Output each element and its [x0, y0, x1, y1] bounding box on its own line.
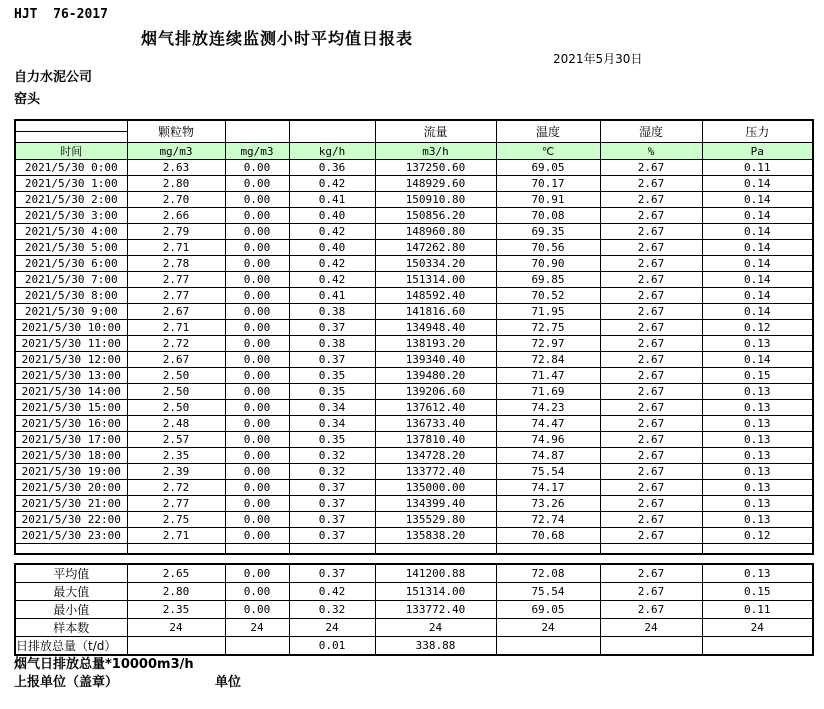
- value-cell: 0.13: [702, 512, 813, 528]
- value-cell: 0.00: [225, 160, 289, 176]
- summary-row: [15, 564, 813, 583]
- summary-value-cell: [225, 637, 289, 656]
- value-cell: 0.00: [225, 208, 289, 224]
- time-cell: 2021/5/30 8:00: [15, 288, 127, 304]
- time-cell: 2021/5/30 9:00: [15, 304, 127, 320]
- unit-cell: mg/m3: [225, 143, 289, 160]
- summary-value-cell: 0.00: [225, 583, 289, 601]
- summary-rows: [15, 564, 813, 655]
- summary-value-cell: 0.01: [289, 637, 375, 656]
- value-cell: 72.75: [496, 320, 600, 336]
- value-cell: 0.00: [225, 480, 289, 496]
- value-cell: 2.50: [127, 384, 225, 400]
- value-cell: 2.80: [127, 176, 225, 192]
- header-temperature: 温度: [496, 120, 600, 143]
- value-cell: 137810.40: [375, 432, 496, 448]
- unit-header-row: [15, 143, 813, 160]
- value-cell: 2.72: [127, 480, 225, 496]
- value-cell: 2.67: [127, 352, 225, 368]
- hour-row: [15, 320, 813, 336]
- value-cell: 0.00: [225, 240, 289, 256]
- value-cell: 133772.40: [375, 464, 496, 480]
- value-cell: 137612.40: [375, 400, 496, 416]
- company-name: 自力水泥公司: [14, 70, 93, 85]
- value-cell: 0.14: [702, 256, 813, 272]
- hour-row: [15, 256, 813, 272]
- summary-value-cell: 2.67: [600, 583, 702, 601]
- value-cell: 134728.20: [375, 448, 496, 464]
- time-cell: 2021/5/30 10:00: [15, 320, 127, 336]
- time-cell: 2021/5/30 7:00: [15, 272, 127, 288]
- value-cell: 2.72: [127, 336, 225, 352]
- value-cell: 0.00: [225, 256, 289, 272]
- value-cell: 2.67: [600, 368, 702, 384]
- value-cell: 0.37: [289, 320, 375, 336]
- value-cell: 2.67: [600, 480, 702, 496]
- value-cell: 0.13: [702, 336, 813, 352]
- value-cell: 2.66: [127, 208, 225, 224]
- value-cell: 0.00: [225, 512, 289, 528]
- value-cell: 0.42: [289, 224, 375, 240]
- value-cell: 2.57: [127, 432, 225, 448]
- value-cell: 135838.20: [375, 528, 496, 544]
- report-date: 2021年5月30日: [553, 52, 643, 66]
- value-cell: 0.42: [289, 272, 375, 288]
- value-cell: 2.67: [600, 160, 702, 176]
- value-cell: 0.11: [702, 160, 813, 176]
- value-cell: 72.74: [496, 512, 600, 528]
- summary-value-cell: 0.11: [702, 601, 813, 619]
- value-cell: 0.00: [225, 320, 289, 336]
- value-cell: 0.35: [289, 368, 375, 384]
- value-cell: 0.13: [702, 448, 813, 464]
- value-cell: 2.67: [600, 352, 702, 368]
- value-cell: 0.42: [289, 176, 375, 192]
- value-cell: 0.12: [702, 320, 813, 336]
- value-cell: 72.84: [496, 352, 600, 368]
- summary-row: [15, 583, 813, 601]
- header-humidity: 湿度: [600, 120, 702, 143]
- value-cell: 0.13: [702, 384, 813, 400]
- value-cell: 70.91: [496, 192, 600, 208]
- value-cell: 75.54: [496, 464, 600, 480]
- time-cell: 2021/5/30 16:00: [15, 416, 127, 432]
- summary-value-cell: 69.05: [496, 601, 600, 619]
- station-name: 窑头: [14, 92, 41, 107]
- value-cell: 0.14: [702, 304, 813, 320]
- hour-row: [15, 224, 813, 240]
- summary-value-cell: 0.00: [225, 564, 289, 583]
- value-cell: 0.13: [702, 464, 813, 480]
- value-cell: 0.13: [702, 400, 813, 416]
- value-cell: 0.34: [289, 416, 375, 432]
- value-cell: 2.71: [127, 528, 225, 544]
- value-cell: 69.35: [496, 224, 600, 240]
- summary-row: [15, 619, 813, 637]
- value-cell: 0.14: [702, 208, 813, 224]
- value-cell: 0.37: [289, 480, 375, 496]
- value-cell: 138193.20: [375, 336, 496, 352]
- value-cell: 0.34: [289, 400, 375, 416]
- value-cell: 2.35: [127, 448, 225, 464]
- summary-value-cell: 2.67: [600, 601, 702, 619]
- summary-value-cell: [496, 637, 600, 656]
- value-cell: 70.56: [496, 240, 600, 256]
- summary-value-cell: 0.00: [225, 601, 289, 619]
- time-cell: 2021/5/30 4:00: [15, 224, 127, 240]
- value-cell: 0.00: [225, 432, 289, 448]
- value-cell: 137250.60: [375, 160, 496, 176]
- value-cell: 150334.20: [375, 256, 496, 272]
- value-cell: 2.67: [600, 336, 702, 352]
- hour-row: [15, 480, 813, 496]
- summary-label: 最小值: [15, 601, 127, 619]
- value-cell: 0.00: [225, 192, 289, 208]
- value-cell: 2.67: [600, 400, 702, 416]
- value-cell: 135000.00: [375, 480, 496, 496]
- summary-value-cell: 141200.88: [375, 564, 496, 583]
- value-cell: 2.67: [600, 496, 702, 512]
- value-cell: 2.67: [600, 176, 702, 192]
- summary-value-cell: 24: [289, 619, 375, 637]
- summary-label: 样本数: [15, 619, 127, 637]
- value-cell: 135529.80: [375, 512, 496, 528]
- value-cell: 71.47: [496, 368, 600, 384]
- value-cell: 0.37: [289, 528, 375, 544]
- value-cell: 0.42: [289, 256, 375, 272]
- summary-value-cell: 0.37: [289, 564, 375, 583]
- value-cell: 2.67: [600, 192, 702, 208]
- hour-row: [15, 528, 813, 544]
- summary-value-cell: 24: [496, 619, 600, 637]
- time-cell: 2021/5/30 13:00: [15, 368, 127, 384]
- hour-row: [15, 240, 813, 256]
- value-cell: 0.00: [225, 352, 289, 368]
- value-cell: 2.67: [600, 384, 702, 400]
- value-cell: 151314.00: [375, 272, 496, 288]
- page-title: 烟气排放连续监测小时平均值日报表: [141, 29, 414, 48]
- value-cell: 0.38: [289, 336, 375, 352]
- summary-label: 平均值: [15, 564, 127, 583]
- value-cell: 0.38: [289, 304, 375, 320]
- value-cell: 0.37: [289, 352, 375, 368]
- value-cell: 139206.60: [375, 384, 496, 400]
- time-cell: 2021/5/30 19:00: [15, 464, 127, 480]
- summary-value-cell: [600, 637, 702, 656]
- value-cell: 74.23: [496, 400, 600, 416]
- time-cell: 2021/5/30 18:00: [15, 448, 127, 464]
- summary-value-cell: 2.35: [127, 601, 225, 619]
- value-cell: 2.50: [127, 368, 225, 384]
- value-cell: 74.96: [496, 432, 600, 448]
- summary-value-cell: 0.42: [289, 583, 375, 601]
- unit-cell: Pa: [702, 143, 813, 160]
- value-cell: 0.35: [289, 432, 375, 448]
- value-cell: 148960.80: [375, 224, 496, 240]
- value-cell: 2.67: [600, 448, 702, 464]
- value-cell: 74.87: [496, 448, 600, 464]
- header-flow: 流量: [375, 120, 496, 143]
- value-cell: 70.17: [496, 176, 600, 192]
- standard-number: HJT 76-2017: [14, 7, 108, 22]
- value-cell: 0.00: [225, 176, 289, 192]
- value-cell: 2.67: [600, 512, 702, 528]
- value-cell: 69.05: [496, 160, 600, 176]
- value-cell: 0.35: [289, 384, 375, 400]
- summary-value-cell: 338.88: [375, 637, 496, 656]
- summary-value-cell: 0.13: [702, 564, 813, 583]
- value-cell: 2.67: [600, 240, 702, 256]
- time-cell: 2021/5/30 0:00: [15, 160, 127, 176]
- summary-value-cell: 24: [127, 619, 225, 637]
- value-cell: 74.47: [496, 416, 600, 432]
- value-cell: 0.13: [702, 432, 813, 448]
- summary-value-cell: 2.65: [127, 564, 225, 583]
- value-cell: 141816.60: [375, 304, 496, 320]
- value-cell: 0.00: [225, 368, 289, 384]
- hour-row: [15, 448, 813, 464]
- summary-value-cell: 24: [600, 619, 702, 637]
- hour-row: [15, 352, 813, 368]
- value-cell: 0.40: [289, 208, 375, 224]
- value-cell: 2.77: [127, 496, 225, 512]
- unit-cell: kg/h: [289, 143, 375, 160]
- unit-cell: ℃: [496, 143, 600, 160]
- value-cell: 134948.40: [375, 320, 496, 336]
- value-cell: 2.70: [127, 192, 225, 208]
- value-cell: 74.17: [496, 480, 600, 496]
- value-cell: 2.67: [600, 432, 702, 448]
- time-cell: 2021/5/30 14:00: [15, 384, 127, 400]
- value-cell: 69.85: [496, 272, 600, 288]
- time-cell: 2021/5/30 11:00: [15, 336, 127, 352]
- value-cell: 0.00: [225, 336, 289, 352]
- group-header-row: [15, 120, 813, 132]
- time-cell: 2021/5/30 5:00: [15, 240, 127, 256]
- summary-table: [14, 563, 814, 656]
- value-cell: 0.37: [289, 496, 375, 512]
- value-cell: 0.14: [702, 176, 813, 192]
- hour-row: [15, 208, 813, 224]
- report-unit-label: 上报单位（盖章）: [14, 675, 119, 690]
- value-cell: 136733.40: [375, 416, 496, 432]
- value-cell: 0.40: [289, 240, 375, 256]
- hour-row: [15, 368, 813, 384]
- value-cell: 2.78: [127, 256, 225, 272]
- value-cell: 0.41: [289, 288, 375, 304]
- time-column-header: 时间: [15, 143, 127, 160]
- time-cell: 2021/5/30 21:00: [15, 496, 127, 512]
- value-cell: 0.37: [289, 512, 375, 528]
- value-cell: 0.15: [702, 368, 813, 384]
- value-cell: 150856.20: [375, 208, 496, 224]
- hour-row: [15, 336, 813, 352]
- value-cell: 72.97: [496, 336, 600, 352]
- hour-row: [15, 384, 813, 400]
- value-cell: 2.71: [127, 240, 225, 256]
- value-cell: 2.67: [600, 256, 702, 272]
- header-pressure: 压力: [702, 120, 813, 143]
- hour-row: [15, 288, 813, 304]
- time-cell: 2021/5/30 1:00: [15, 176, 127, 192]
- value-cell: 2.67: [600, 528, 702, 544]
- value-cell: 70.90: [496, 256, 600, 272]
- hour-row: [15, 464, 813, 480]
- value-cell: 2.71: [127, 320, 225, 336]
- summary-label: 最大值: [15, 583, 127, 601]
- value-cell: 0.00: [225, 384, 289, 400]
- hour-row: [15, 400, 813, 416]
- value-cell: 2.67: [127, 304, 225, 320]
- summary-value-cell: 24: [225, 619, 289, 637]
- value-cell: 0.00: [225, 272, 289, 288]
- hour-row: [15, 272, 813, 288]
- value-cell: 147262.80: [375, 240, 496, 256]
- value-cell: 2.48: [127, 416, 225, 432]
- summary-value-cell: 0.15: [702, 583, 813, 601]
- time-cell: 2021/5/30 6:00: [15, 256, 127, 272]
- hour-row: [15, 416, 813, 432]
- summary-value-cell: 24: [702, 619, 813, 637]
- value-cell: 2.67: [600, 208, 702, 224]
- value-cell: 0.13: [702, 416, 813, 432]
- hour-row: [15, 304, 813, 320]
- value-cell: 2.67: [600, 416, 702, 432]
- value-cell: 2.77: [127, 272, 225, 288]
- hourly-data-rows: [15, 160, 813, 544]
- value-cell: 0.14: [702, 240, 813, 256]
- value-cell: 0.13: [702, 480, 813, 496]
- value-cell: 134399.40: [375, 496, 496, 512]
- value-cell: 2.67: [600, 320, 702, 336]
- value-cell: 139480.20: [375, 368, 496, 384]
- value-cell: 71.95: [496, 304, 600, 320]
- value-cell: 70.08: [496, 208, 600, 224]
- header-time-lower-cell: [15, 132, 127, 143]
- hour-row: [15, 176, 813, 192]
- time-cell: 2021/5/30 17:00: [15, 432, 127, 448]
- value-cell: 148592.40: [375, 288, 496, 304]
- value-cell: 139340.40: [375, 352, 496, 368]
- value-cell: 148929.60: [375, 176, 496, 192]
- value-cell: 0.14: [702, 352, 813, 368]
- value-cell: 73.26: [496, 496, 600, 512]
- value-cell: 2.67: [600, 288, 702, 304]
- summary-value-cell: [702, 637, 813, 656]
- value-cell: 70.68: [496, 528, 600, 544]
- hour-row: [15, 512, 813, 528]
- summary-value-cell: 151314.00: [375, 583, 496, 601]
- summary-value-cell: 75.54: [496, 583, 600, 601]
- value-cell: 70.52: [496, 288, 600, 304]
- hour-row: [15, 192, 813, 208]
- time-cell: 2021/5/30 12:00: [15, 352, 127, 368]
- value-cell: 0.36: [289, 160, 375, 176]
- hour-row: [15, 496, 813, 512]
- value-cell: 0.00: [225, 496, 289, 512]
- value-cell: 0.41: [289, 192, 375, 208]
- value-cell: 0.14: [702, 224, 813, 240]
- value-cell: 0.14: [702, 288, 813, 304]
- summary-row: [15, 601, 813, 619]
- summary-value-cell: 2.80: [127, 583, 225, 601]
- unit-cell: m3/h: [375, 143, 496, 160]
- value-cell: 0.00: [225, 304, 289, 320]
- time-cell: 2021/5/30 20:00: [15, 480, 127, 496]
- header-empty-1: [225, 120, 289, 143]
- value-cell: 2.39: [127, 464, 225, 480]
- header-empty-2: [289, 120, 375, 143]
- footer-note: 烟气日排放总量*10000m3/h: [14, 657, 194, 672]
- value-cell: 0.00: [225, 528, 289, 544]
- value-cell: 0.14: [702, 192, 813, 208]
- value-cell: 0.32: [289, 448, 375, 464]
- value-cell: 2.77: [127, 288, 225, 304]
- value-cell: 0.00: [225, 448, 289, 464]
- value-cell: 2.67: [600, 224, 702, 240]
- value-cell: 2.79: [127, 224, 225, 240]
- value-cell: 0.14: [702, 272, 813, 288]
- summary-value-cell: 2.67: [600, 564, 702, 583]
- value-cell: 2.67: [600, 272, 702, 288]
- header-time-upper-cell: [15, 120, 127, 132]
- unit-label: 单位: [215, 675, 242, 690]
- value-cell: 0.32: [289, 464, 375, 480]
- value-cell: 2.67: [600, 464, 702, 480]
- spacer-row: [15, 544, 813, 555]
- value-cell: 2.50: [127, 400, 225, 416]
- unit-cell: %: [600, 143, 702, 160]
- summary-value-cell: 133772.40: [375, 601, 496, 619]
- header-particulate: 颗粒物: [127, 120, 225, 143]
- time-cell: 2021/5/30 2:00: [15, 192, 127, 208]
- time-cell: 2021/5/30 3:00: [15, 208, 127, 224]
- value-cell: 150910.80: [375, 192, 496, 208]
- value-cell: 0.00: [225, 224, 289, 240]
- hour-row: [15, 160, 813, 176]
- unit-cell: mg/m3: [127, 143, 225, 160]
- value-cell: 0.00: [225, 416, 289, 432]
- time-cell: 2021/5/30 23:00: [15, 528, 127, 544]
- value-cell: 0.00: [225, 288, 289, 304]
- value-cell: 71.69: [496, 384, 600, 400]
- value-cell: 2.67: [600, 304, 702, 320]
- time-cell: 2021/5/30 22:00: [15, 512, 127, 528]
- value-cell: 0.00: [225, 464, 289, 480]
- value-cell: 2.63: [127, 160, 225, 176]
- summary-value-cell: 72.08: [496, 564, 600, 583]
- summary-value-cell: 0.32: [289, 601, 375, 619]
- time-cell: 2021/5/30 15:00: [15, 400, 127, 416]
- monitoring-table: [14, 119, 814, 555]
- value-cell: 0.13: [702, 496, 813, 512]
- value-cell: 0.12: [702, 528, 813, 544]
- value-cell: 2.75: [127, 512, 225, 528]
- summary-value-cell: 24: [375, 619, 496, 637]
- value-cell: 0.00: [225, 400, 289, 416]
- hour-row: [15, 432, 813, 448]
- summary-label: 日排放总量（t/d）: [15, 637, 127, 656]
